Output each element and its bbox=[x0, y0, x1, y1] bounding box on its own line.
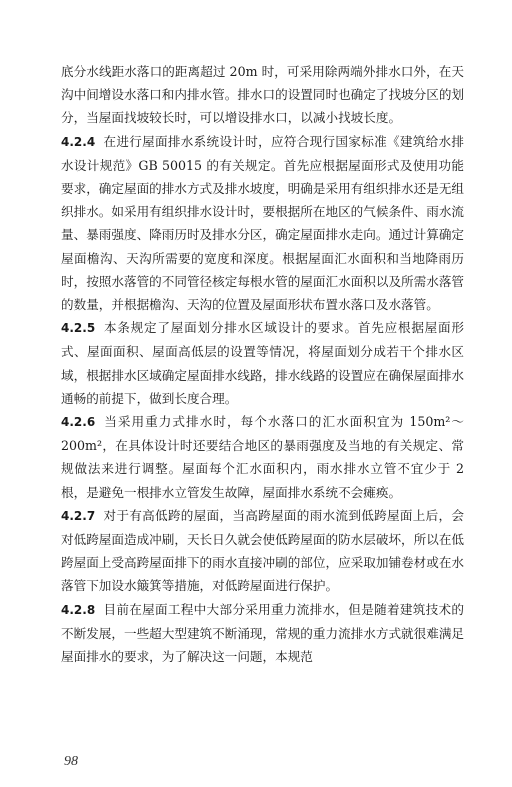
clause-4-2-4 bbox=[61, 130, 464, 317]
clause-number: 4.2.7 bbox=[61, 508, 96, 523]
paragraph-text: 本条规定了屋面划分排水区域设计的要求。首先应根据屋面形式、屋面面积、屋面高低层的设置等情况，将屋面划分成若干个排水区域，根据排水区域确定屋面排水线路，排水线路的设置应在确保屋面排水通畅的前提下，做到长度合理。 bbox=[61, 320, 464, 406]
page-number: 98 bbox=[64, 754, 78, 769]
paragraph-text: 当采用重力式排水时，每个水落口的汇水面积宜为 150m²～200m²，在具体设计时还要结合地区的暴雨强度及当地的有关规定、常规做法来进行调整。屋面每个汇水面积内，雨水排水立管不宜少于 2 根，是避免一根排水立管发生故障，屋面排水系统不会瘫痪。 bbox=[61, 414, 464, 500]
body-text bbox=[61, 60, 464, 668]
clause-4-2-5 bbox=[61, 316, 464, 410]
clause-number: 4.2.5 bbox=[61, 321, 96, 336]
paragraph-continuation bbox=[61, 60, 464, 130]
clause-4-2-7 bbox=[61, 504, 464, 598]
clause-4-2-8 bbox=[61, 598, 464, 669]
clause-number: 4.2.6 bbox=[61, 415, 96, 430]
paragraph-text: 目前在屋面工程中大部分采用重力流排水，但是随着建筑技术的不断发展，一些超大型建筑不断涌现，常规的重力流排水方式就很难满足屋面排水的要求，为了解决这一问题，本规范 bbox=[61, 601, 464, 665]
paragraph-text: 底分水线距水落口的距离超过 20m 时，可采用除两端外排水口外，在天沟中间增设水落口和内排水管。排水口的设置同时也确定了找坡分区的划分，当屋面找坡较长时，可以增设排水口，以减小找坡长度。 bbox=[61, 64, 464, 126]
paragraph-text: 对于有高低跨的屋面，当高跨屋面的雨水流到低跨屋面上后，会对低跨屋面造成冲刷，天长日久就会使低跨屋面的防水层破坏，所以在低跨屋面上受高跨屋面排下的雨水直接冲刷的部位，应采取加铺卷材或在水落管下加设水簸箕等措施，对低跨屋面进行保护。 bbox=[61, 507, 464, 594]
clause-number: 4.2.8 bbox=[61, 602, 96, 617]
clause-4-2-6 bbox=[61, 410, 464, 504]
clause-number: 4.2.4 bbox=[61, 134, 96, 149]
paragraph-text: 在进行屋面排水系统设计时，应符合现行国家标准《建筑给水排水设计规范》GB 50015 的有关规定。首先应根据屋面形式及使用功能要求，确定屋面的排水方式及排水坡度，明确是采用有组织排水还是无组织排水。如采用有组织排水设计时，要根据所在地区的气候条件、雨水流量、暴雨强度、降雨历时及排水分区，确定屋面排水走向。通过计算确定屋面檐沟、天沟所需要的宽度和深度。根据屋面汇水面积和当地降雨历时，按照水落管的不同管径核定每根水管的屋面汇水面积以及所需水落管的数量，并根据檐沟、天沟的位置及屋面形状布置水落口及水落管。 bbox=[61, 133, 464, 313]
